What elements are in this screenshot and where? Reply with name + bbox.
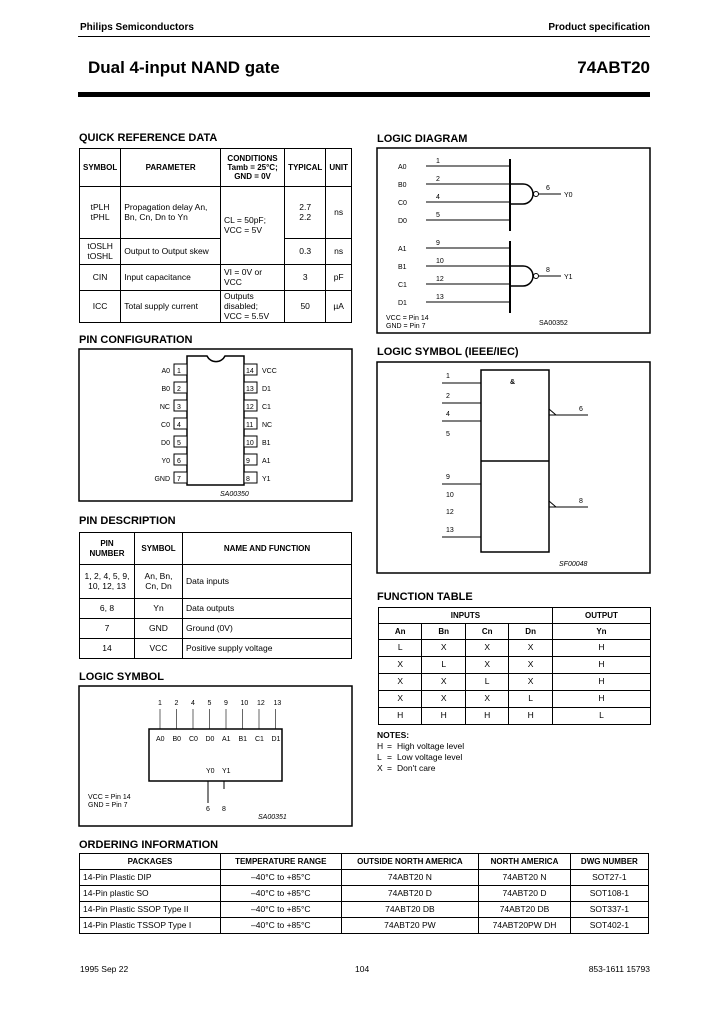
quick-reference-table [79,148,352,323]
pin-label: B0 [161,386,170,393]
pin-label: VCC [262,368,277,375]
svg-text:&: & [510,379,516,386]
input-label: A0 [156,736,165,743]
table-row: 14-Pin Plastic DIP –40°C to +85°C 74ABT20 N 74ABT20 N SOT27-1 [80,870,649,886]
pin-number: 9 [436,240,440,247]
pin-number: 10 [446,492,454,499]
input-label: A0 [398,164,407,171]
pin-number: 13 [246,386,254,393]
pin-number: 4 [436,194,440,201]
pin-number: 12 [446,509,454,516]
pin-number: 2 [174,700,179,707]
svg-text:SF00048: SF00048 [559,561,588,568]
header-rule [78,36,650,37]
note-item: H = High voltage level [377,741,465,751]
pin-number: 1 [177,368,181,375]
pin-number: 10 [436,258,444,265]
pin-number: 6 [177,458,181,465]
function-table-heading: FUNCTION TABLE [377,591,473,603]
table-row: 14 VCC Positive supply voltage [80,639,352,659]
pin-number: 14 [246,368,254,375]
col-conditions: CONDITIONS Tamb = 25°C; GND = 0V [221,149,285,187]
pin-label: GND [154,476,170,483]
input-label: C1 [255,736,264,743]
page-title: Dual 4-input NAND gate [88,58,280,77]
svg-text:SA00351: SA00351 [258,814,287,821]
input-label: D1 [398,300,407,307]
pin-number: 4 [446,411,450,418]
col-symbol: SYMBOL [80,149,121,187]
input-label: A1 [222,736,231,743]
pin-config-heading: PIN CONFIGURATION [79,334,193,346]
function-notes: NOTES: H = High voltage level L = Low voltage level X = Don't care [377,730,465,773]
pin-number: 5 [207,700,212,707]
col-parameter: PARAMETER [121,149,221,187]
input-label: B1 [238,736,248,743]
pin-number: 1 [436,158,440,165]
ordering-heading: ORDERING INFORMATION [79,839,219,851]
pin-label: NC [262,422,273,429]
company-name: Philips Semiconductors [80,22,194,33]
table-row: 7 GND Ground (0V) [80,619,352,639]
part-number: 74ABT20 [577,58,650,77]
col-typical: TYPICAL [285,149,326,187]
table-row: 14-Pin Plastic SSOP Type II –40°C to +85°C 74ABT20 DB 74ABT20 DB SOT337-1 [80,902,649,918]
nand-gate [510,184,533,204]
table-row: H H H H L [379,708,651,725]
table-row: CIN Input capacitance VI = 0V or VCC 3 pF [80,265,352,291]
output-label: Y1 [564,274,573,281]
table-row: X L X X H [379,657,651,674]
pin-number: 4 [177,422,181,429]
pin-number: 13 [446,527,454,534]
footer-date: 1995 Sep 22 [80,964,129,974]
input-label: B1 [398,264,407,271]
pin-number: 5 [177,440,181,447]
svg-text:VCC = Pin 14: VCC = Pin 14 [88,794,131,801]
pin-description-table: PIN NUMBER SYMBOL NAME AND FUNCTION 1, 2, 4, 5, 9, 10, 12, 13 An, Bn, Cn, Dn Data inputs 6, 8 Yn Data outputs 7 GND Ground (0V) 14 VCC Positive supply voltage [79,532,352,659]
pin-label: C1 [262,404,271,411]
negation-indicator [549,409,556,415]
pin-number: 4 [191,700,195,707]
input-label: B0 [398,182,407,189]
input-label: C0 [398,200,407,207]
ordering-table: PACKAGES TEMPERATURE RANGE OUTSIDE NORTH AMERICA NORTH AMERICA DWG NUMBER 14-Pin Plastic DIP –40°C to +85°C 74ABT20 N 74ABT20 N SOT27-1 14-Pin plastic SO –40°C to +85°C 74ABT20 D 74ABT20 D SOT108-1 14-Pin Plastic SSOP Type II –40°C to +85°C 74ABT20 DB 74ABT20 DB SOT337-1 14-Pin Plastic TSSOP Type I –40°C to +85°C 74ABT20 PW 74ABT20PW DH SOT402-1 [79,853,649,934]
col-unit: UNIT [326,149,352,187]
pin-label: D1 [262,386,271,393]
pin-number: 8 [546,267,550,274]
pin-number: 11 [246,422,254,429]
pin-number: 1 [446,373,450,380]
pin-number: 8 [579,498,583,505]
table-row: X X X L H [379,691,651,708]
negation-indicator [549,501,556,507]
svg-text:Y1: Y1 [222,768,231,775]
input-label: D1 [271,736,281,743]
pin-number: 2 [177,386,181,393]
input-label: A1 [398,246,407,253]
pin-number: 2 [436,176,440,183]
pin-number: 13 [436,294,444,301]
table-row: X X L X H [379,674,651,691]
pin-number: 10 [246,440,254,447]
logic-diagram [376,147,651,334]
svg-text:Y0: Y0 [206,768,215,775]
page-number: 104 [355,964,370,974]
input-label: D0 [398,218,407,225]
pin-label: A0 [161,368,170,375]
note-item: X = Don't care [377,763,436,773]
table-row: 14-Pin Plastic TSSOP Type I –40°C to +85°C 74ABT20 PW 74ABT20PW DH SOT402-1 [80,918,649,934]
pin-label: Y0 [161,458,170,465]
table-row: tOSLH tOSHL Output to Output skew 0.3 ns [80,239,352,265]
chip-body [187,356,244,485]
title-bar [78,92,650,97]
svg-text:SA00352: SA00352 [539,320,568,327]
pin-label: NC [159,404,170,411]
pin-label: Y1 [262,476,271,483]
pin-number: 5 [436,212,440,219]
pin-number: 9 [224,700,228,707]
table-row: tPLH tPHL Propagation delay An, Bn, Cn, Dn to Yn CL = 50pF; VCC = 5V 2.7 2.2 ns [80,187,352,239]
svg-text:GND = Pin 7: GND = Pin 7 [386,323,426,330]
qrd-heading: QUICK REFERENCE DATA [79,132,218,144]
table-row: ICC Total supply current Outputs disabled; VCC = 5.5V 50 µA [80,291,352,323]
output-label: Y0 [564,192,573,199]
logic-symbol-heading: LOGIC SYMBOL [79,671,164,683]
pin-number: 12 [436,276,444,283]
note-item: L = Low voltage level [377,752,463,762]
pin-number: 9 [246,458,250,465]
nand-gate [510,266,533,286]
svg-text:GND = Pin 7: GND = Pin 7 [88,802,128,809]
pin-number: 10 [240,700,249,707]
pin-label: A1 [262,458,271,465]
input-label: C0 [189,736,198,743]
pin-number: 3 [177,404,181,411]
input-label: D0 [205,736,215,743]
svg-text:VCC = Pin 14: VCC = Pin 14 [386,315,429,322]
table-row: 6, 8 Yn Data outputs [80,599,352,619]
logic-diagram-heading: LOGIC DIAGRAM [377,133,468,145]
pin-label: D0 [161,440,170,447]
footer-code: 853-1611 15793 [588,964,650,974]
pin-label: C0 [161,422,170,429]
ieee-logic-symbol [376,361,651,574]
input-label: C1 [398,282,407,289]
pin-number: 7 [177,476,181,483]
pin-number: 6 [579,406,583,413]
figure-code: SA00350 [220,491,249,498]
table-row: 1, 2, 4, 5, 9, 10, 12, 13 An, Bn, Cn, Dn Data inputs [80,565,352,599]
pin-number: 9 [446,474,450,481]
pin-number: 6 [546,185,550,192]
pin-number: 5 [446,431,450,438]
pin-number: 13 [273,700,282,707]
inverter-bubble [534,274,539,279]
svg-text:8: 8 [222,806,226,813]
input-label: B0 [172,736,182,743]
svg-text:6: 6 [206,806,210,813]
pin-number: 1 [158,700,162,707]
pin-desc-heading: PIN DESCRIPTION [79,515,176,527]
pin-number: 12 [246,404,254,411]
function-table: INPUTS OUTPUT An Bn Cn Dn Yn L X X X H X L X X H X X L X H X X X L H H H H H L [378,607,651,725]
table-row: L X X X H [379,640,651,657]
pin-number: 8 [246,476,250,483]
inverter-bubble [534,192,539,197]
ieee-heading: LOGIC SYMBOL (IEEE/IEC) [377,346,519,358]
pin-number: 2 [446,393,450,400]
pin-label: B1 [262,440,271,447]
doc-type: Product specification [548,22,650,33]
pin-configuration-diagram [78,348,353,502]
pin-number: 12 [257,700,265,707]
logic-symbol-diagram [78,685,353,827]
table-row: 14-Pin plastic SO –40°C to +85°C 74ABT20 D 74ABT20 D SOT108-1 [80,886,649,902]
